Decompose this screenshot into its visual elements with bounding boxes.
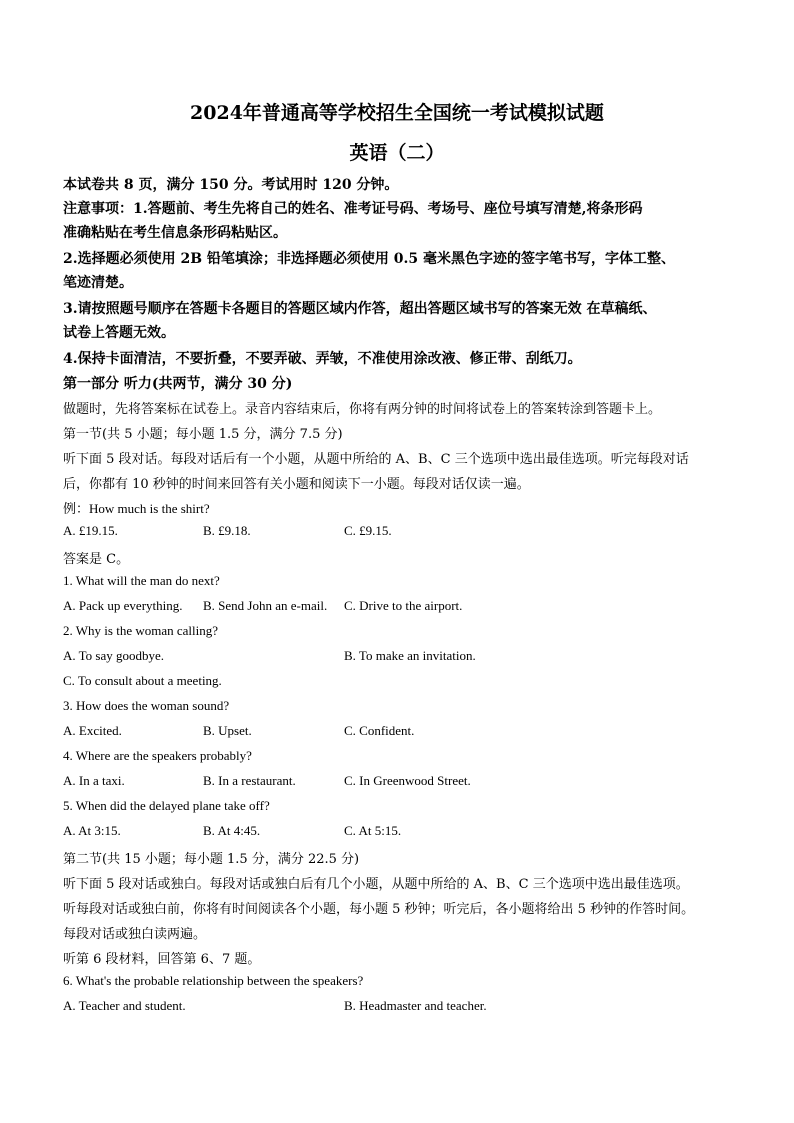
q3-option-a: A. Excited. (63, 723, 122, 738)
exam-title: 2024年普通高等学校招生全国统一考试模拟试题 (190, 102, 604, 124)
q1-option-c: C. Drive to the airport. (344, 598, 463, 613)
q4-option-b: B. In a restaurant. (203, 773, 296, 788)
note-2-line-2: 笔迹清楚。 (63, 275, 133, 291)
q5-option-b: B. At 4:45. (203, 823, 261, 838)
exam-subtitle: 英语（二） (349, 142, 445, 164)
question-4: 4. Where are the speakers probably? (63, 748, 252, 763)
part1-desc: 做题时，先将答案标在试卷上。录音内容结束后，你将有两分钟的时间将试卷上的答案转涂到答题卡上。 (63, 402, 662, 417)
q1-option-a: A. Pack up everything. (63, 598, 183, 613)
example-option-a: A. £19.15. (63, 523, 118, 538)
question-1: 1. What will the man do next? (63, 573, 220, 588)
example-answer: 答案是 C。 (63, 552, 130, 567)
instructions-intro: 本试卷共 8 页，满分 150 分。考试用时 120 分钟。 (63, 177, 399, 193)
section1-desc-line-2: 后，你都有 10 秒钟的时间来回答有关小题和阅读下一小题。每段对话仅读一遍。 (63, 477, 530, 492)
q2-option-b: B. To make an invitation. (344, 648, 476, 663)
q2-option-c: C. To consult about a meeting. (63, 673, 222, 688)
q2-option-a: A. To say goodbye. (63, 648, 165, 663)
section1-desc-line-1: 听下面 5 段对话。每段对话后有一个小题，从题中所给的 A、B、C 三个选项中选出最佳选项。听完每段对话 (63, 452, 689, 467)
q3-option-c: C. Confident. (344, 723, 415, 738)
example-question: 例：How much is the shirt? (63, 501, 210, 516)
note-3-line-2: 试卷上答题无效。 (63, 325, 175, 341)
section2-desc-line-3: 每段对话或独白读两遍。 (63, 927, 207, 942)
q4-option-c: C. In Greenwood Street. (344, 773, 471, 788)
q5-option-a: A. At 3:15. (63, 823, 121, 838)
note-1-line-1: 注意事项：1.答题前、考生先将自己的姓名、准考证号码、考场号、座位号填写清楚,将条形码 (63, 201, 643, 217)
section2-heading: 第二节(共 15 小题；每小题 1.5 分，满分 22.5 分) (63, 852, 360, 867)
note-2-line-1: 2.选择题必须使用 2B 铅笔填涂；非选择题必须使用 0.5 毫米黑色字迹的签字笔书写，字体工整、 (63, 251, 676, 267)
material-6-instruction: 听第 6 段材料，回答第 6、7 题。 (63, 952, 261, 967)
example-option-b: B. £9.18. (203, 523, 251, 538)
question-2: 2. Why is the woman calling? (63, 623, 219, 638)
note-1-line-2: 准确粘贴在考生信息条形码粘贴区。 (63, 225, 287, 241)
question-6: 6. What's the probable relationship between the speakers? (63, 973, 364, 988)
q6-option-b: B. Headmaster and teacher. (344, 998, 487, 1013)
q6-option-a: A. Teacher and student. (63, 998, 186, 1013)
q1-option-b: B. Send John an e-mail. (203, 598, 328, 613)
section1-heading: 第一节(共 5 小题；每小题 1.5 分，满分 7.5 分) (63, 427, 343, 442)
note-3-line-1: 3.请按照题号顺序在答题卡各题目的答题区域内作答，超出答题区域书写的答案无效 在草稿纸、 (63, 301, 657, 317)
note-4: 4.保持卡面清洁，不要折叠，不要弄破、弄皱，不准使用涂改液、修正带、刮纸刀。 (63, 351, 582, 367)
q5-option-c: C. At 5:15. (344, 823, 402, 838)
question-5: 5. When did the delayed plane take off? (63, 798, 270, 813)
example-option-c: C. £9.15. (344, 523, 392, 538)
part1-heading: 第一部分 听力(共两节，满分 30 分) (63, 376, 293, 392)
section2-desc-line-2: 听每段对话或独白前，你将有时间阅读各个小题，每小题 5 秒钟；听完后，各小题将给出 5 秒钟的作答时间。 (63, 902, 695, 917)
question-3: 3. How does the woman sound? (63, 698, 230, 713)
q3-option-b: B. Upset. (203, 723, 252, 738)
section2-desc-line-1: 听下面 5 段对话或独白。每段对话或独白后有几个小题，从题中所给的 A、B、C 三个选项中选出最佳选项。 (63, 877, 689, 892)
q4-option-a: A. In a taxi. (63, 773, 125, 788)
